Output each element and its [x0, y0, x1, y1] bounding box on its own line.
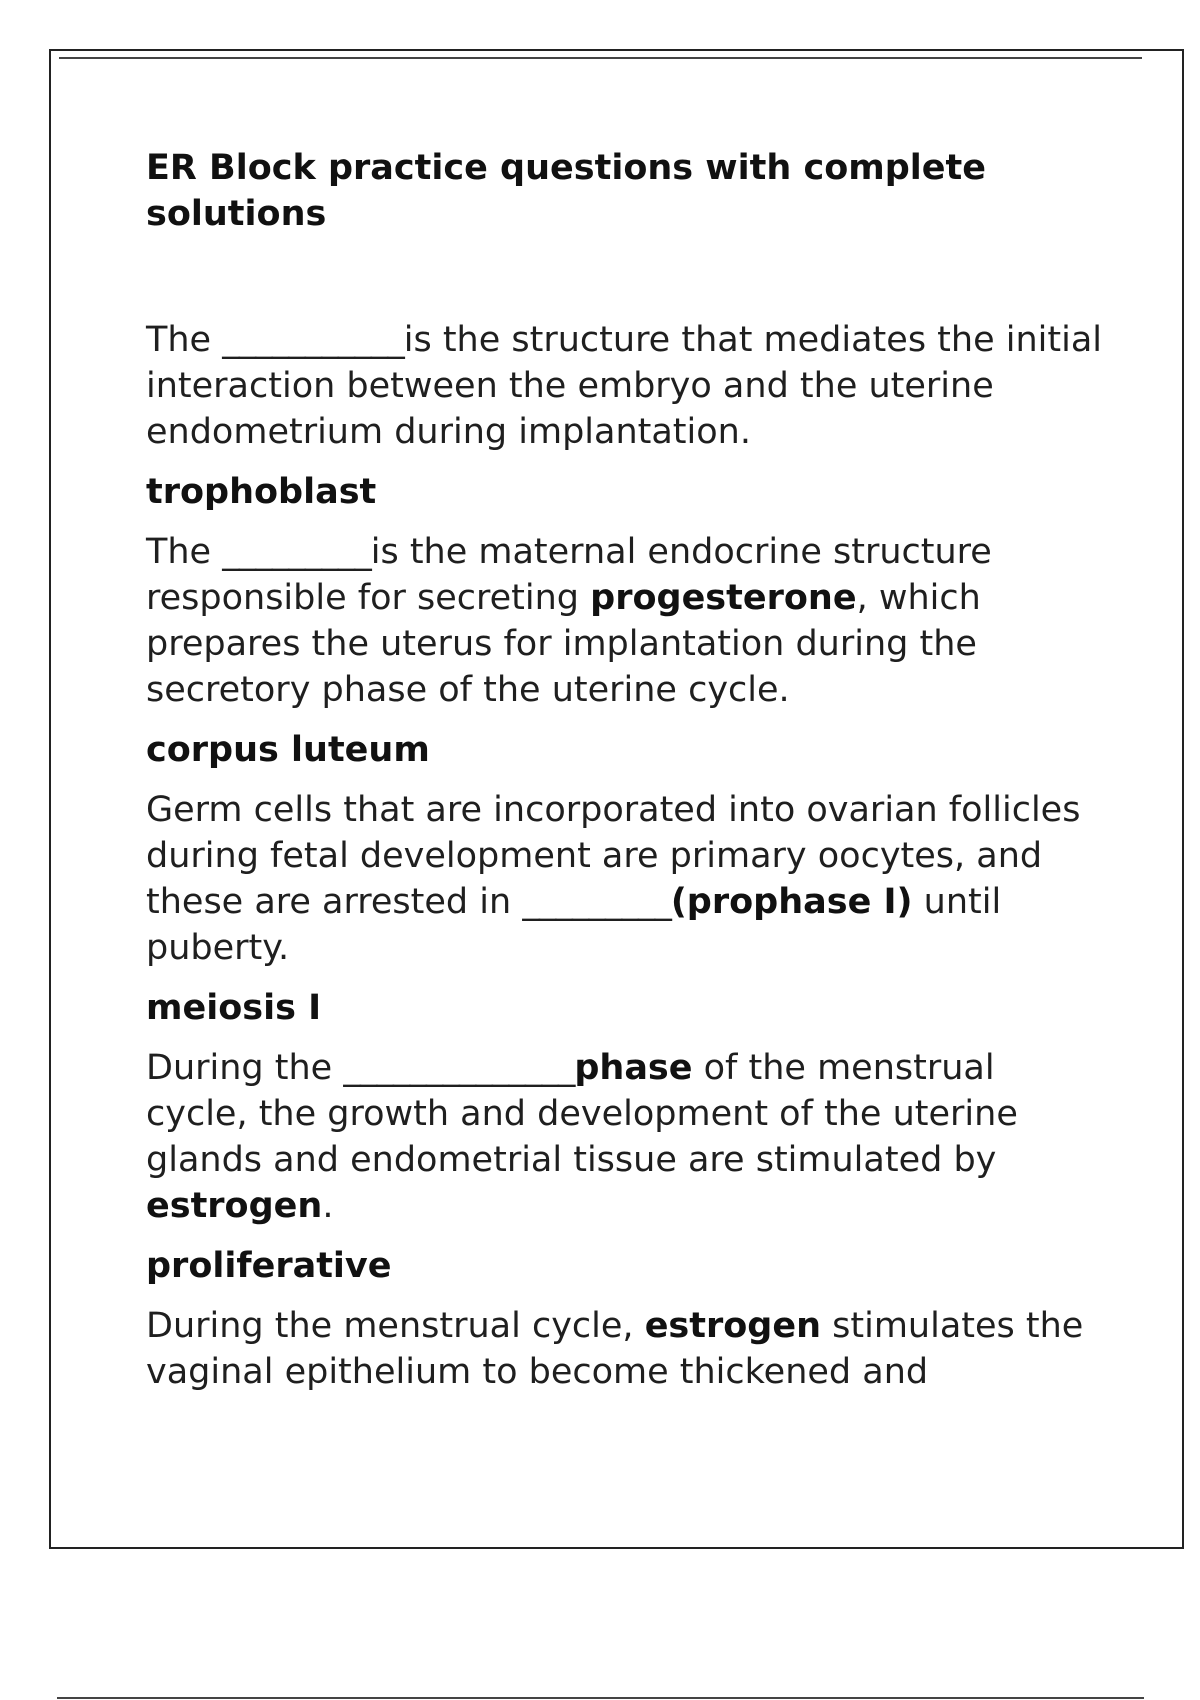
- document-body: [146, 145, 1106, 1409]
- blank-1: ___________: [222, 320, 404, 360]
- blank-2: _________: [222, 532, 371, 572]
- question-3: Germ cells that are incorporated into ovarian follicles during fetal development are primary oocytes, and these are arrested in _________(prophase I) until puberty.: [146, 790, 1081, 968]
- question-4: During the ______________phase of the menstrual cycle, the growth and development of the uterine glands and endometrial tissue are stimulated by estrogen.: [146, 1048, 1018, 1226]
- question-2: The _________is the maternal endocrine structure responsible for secreting progesterone, which prepares the uterus for implantation during the secretory phase of the uterine cycle.: [146, 532, 992, 710]
- answer-4: proliferative: [146, 1246, 392, 1286]
- answer-3: meiosis I: [146, 988, 322, 1028]
- top-rule: [59, 57, 1142, 59]
- document-title: ER Block practice questions with complete solutions: [146, 148, 986, 234]
- answer-1: trophoblast: [146, 472, 377, 512]
- question-1: The ___________is the structure that mediates the initial interaction between the embryo and the uterine endometrium during implantation.: [146, 320, 1102, 452]
- bottom-rule: [57, 1697, 1144, 1699]
- blank-4: ______________: [343, 1048, 575, 1088]
- question-5: During the menstrual cycle, estrogen stimulates the vaginal epithelium to become thickened and: [146, 1306, 1084, 1392]
- page-frame: [49, 49, 1184, 1549]
- answer-2: corpus luteum: [146, 730, 430, 770]
- blank-3: _________: [522, 882, 671, 922]
